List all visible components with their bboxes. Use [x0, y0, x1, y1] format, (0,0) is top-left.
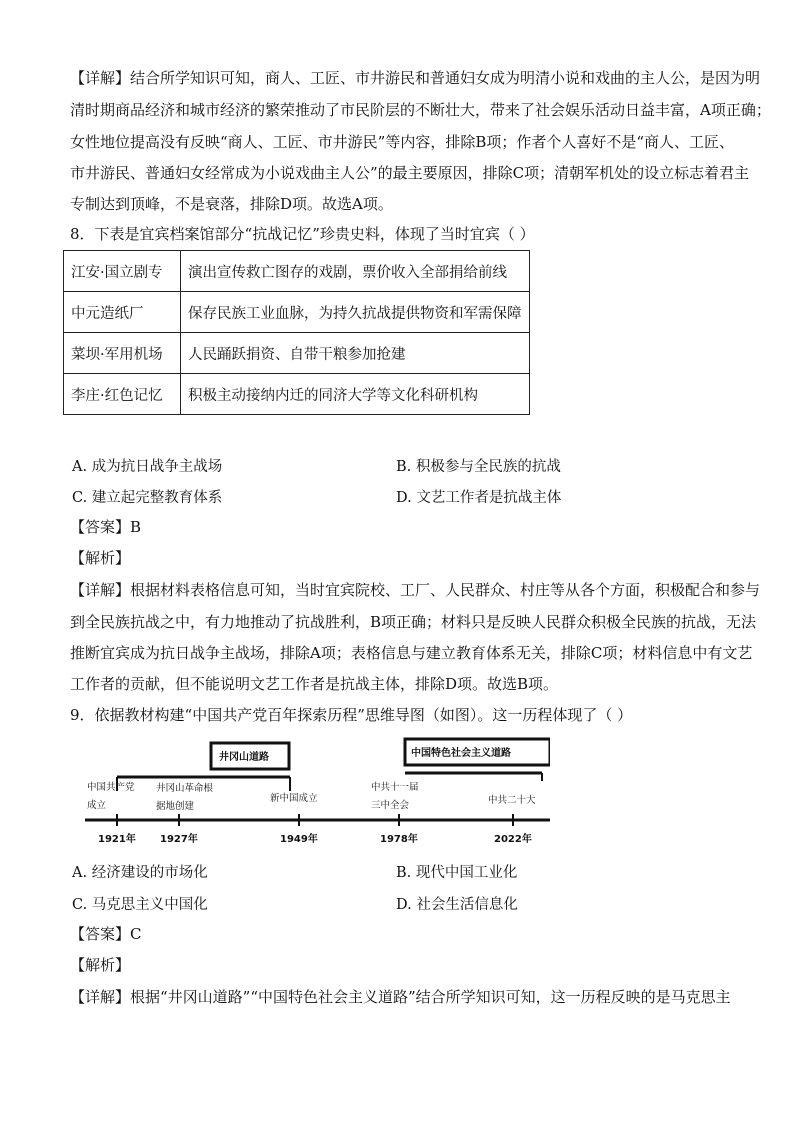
- q9-analysis-label: 【解析】: [70, 956, 131, 974]
- event-label: 中共二十大: [488, 795, 536, 806]
- q8-stem: 8．下表是宜宾档案馆部分“抗战记忆”珍贵史料，体现了当时宜宾（ ）: [70, 225, 535, 243]
- event-label: 新中国成立: [270, 793, 318, 804]
- year-label: 2022年: [494, 834, 532, 845]
- box-socialism-road-label: 中国特色社会主义道路: [411, 748, 511, 759]
- q7-detail-line-3: 女性地位提高没有反映“商人、工匠、市井游民”等内容，排除B项；作者个人喜好不是“商人、工匠、: [70, 133, 735, 151]
- table-cell: 保存民族工业血脉，为持久抗战提供物资和军需保障: [181, 292, 530, 333]
- event-label: 井冈山革命根: [156, 783, 214, 794]
- event-label: 成立: [87, 800, 107, 811]
- table-cell: 人民踊跃捐资、自带干粮参加抢建: [181, 333, 530, 374]
- year-label: 1949年: [280, 834, 318, 845]
- table-cell: 菜坝·军用机场: [64, 333, 181, 374]
- q7-detail-line-4: 市井游民、普通妇女经常成为小说戏曲主人公”的最主要原因，排除C项；清朝军机处的设立标志着君主: [70, 164, 750, 182]
- q8-option-c: C. 建立起完整教育体系: [72, 490, 223, 506]
- q8-answer: 【答案】B: [70, 518, 142, 536]
- q8-analysis-label: 【解析】: [70, 549, 131, 567]
- q9-stem: 9．依据教材构建“中国共产党百年探索历程”思维导图（如图）。这一历程体现了（ ）: [70, 706, 633, 724]
- q9-option-b: B. 现代中国工业化: [396, 865, 518, 881]
- table-row: [64, 374, 530, 415]
- event-label: 据地创建: [156, 801, 195, 812]
- q9-option-c: C. 马克思主义中国化: [72, 897, 208, 913]
- q8-detail-line-3: 推断宜宾成为抗日战争主战场，排除A项；表格信息与建立教育体系无关，排除C项；材料信息中有文艺: [70, 644, 753, 662]
- q9-timeline-diagram: [80, 735, 550, 850]
- q9-option-d: D. 社会生活信息化: [396, 897, 518, 913]
- q9-detail-line-1: 【详解】根据“井冈山道路”“中国特色社会主义道路”结合所学知识可知，这一历程反映的是马克思主: [70, 988, 731, 1006]
- q7-detail-line-2: 清时期商品经济和城市经济的繁荣推动了市民阶层的不断壮大，带来了社会娱乐活动日益丰富，A项正确；: [70, 101, 771, 119]
- q8-detail-line-2: 到全民族抗战之中，有力地推动了抗战胜利，B项正确；材料只是反映人民群众积极全民族的抗战，无法: [70, 613, 757, 631]
- q8-detail-line-1: 【详解】根据材料表格信息可知，当时宜宾院校、工厂、人民群众、村庄等从各个方面，积极配合和参与: [70, 581, 761, 599]
- event-label: 中国共产党: [87, 782, 135, 793]
- year-label: 1978年: [380, 834, 418, 845]
- event-label: 三中全会: [371, 800, 410, 811]
- table-row: [64, 333, 530, 374]
- q9-answer: 【答案】C: [70, 925, 142, 943]
- q8-option-b: B. 积极参与全民族的抗战: [396, 459, 561, 475]
- q7-detail-line-5: 专制达到顶峰，不是衰落，排除D项。故选A项。: [70, 195, 393, 213]
- table-row: [64, 251, 530, 292]
- table-row: [64, 292, 530, 333]
- q8-archive-table: [63, 250, 530, 415]
- table-cell: 中元造纸厂: [64, 292, 181, 333]
- q8-detail-line-4: 工作者的贡献，但不能说明文艺工作者是抗战主体，排除D项。故选B项。: [70, 675, 559, 693]
- table-cell: 江安·国立剧专: [64, 251, 181, 292]
- event-label: 中共十一届: [371, 782, 419, 793]
- q8-option-d: D. 文艺工作者是抗战主体: [396, 490, 562, 506]
- table-cell: 李庄·红色记忆: [64, 374, 181, 415]
- year-label: 1927年: [160, 834, 198, 845]
- q7-detail-line-1: 【详解】结合所学知识可知，商人、工匠、市井游民和普通妇女成为明清小说和戏曲的主人公，是因为明: [70, 69, 761, 87]
- table-cell: 演出宣传救亡图存的戏剧，票价收入全部捐给前线: [181, 251, 530, 292]
- table-cell: 积极主动接纳内迁的同济大学等文化科研机构: [181, 374, 530, 415]
- year-label: 1921年: [98, 834, 136, 845]
- box-jinggangshan-label: 井冈山道路: [219, 752, 269, 763]
- q9-option-a: A. 经济建设的市场化: [72, 865, 208, 881]
- q8-option-a: A. 成为抗日战争主战场: [72, 459, 223, 475]
